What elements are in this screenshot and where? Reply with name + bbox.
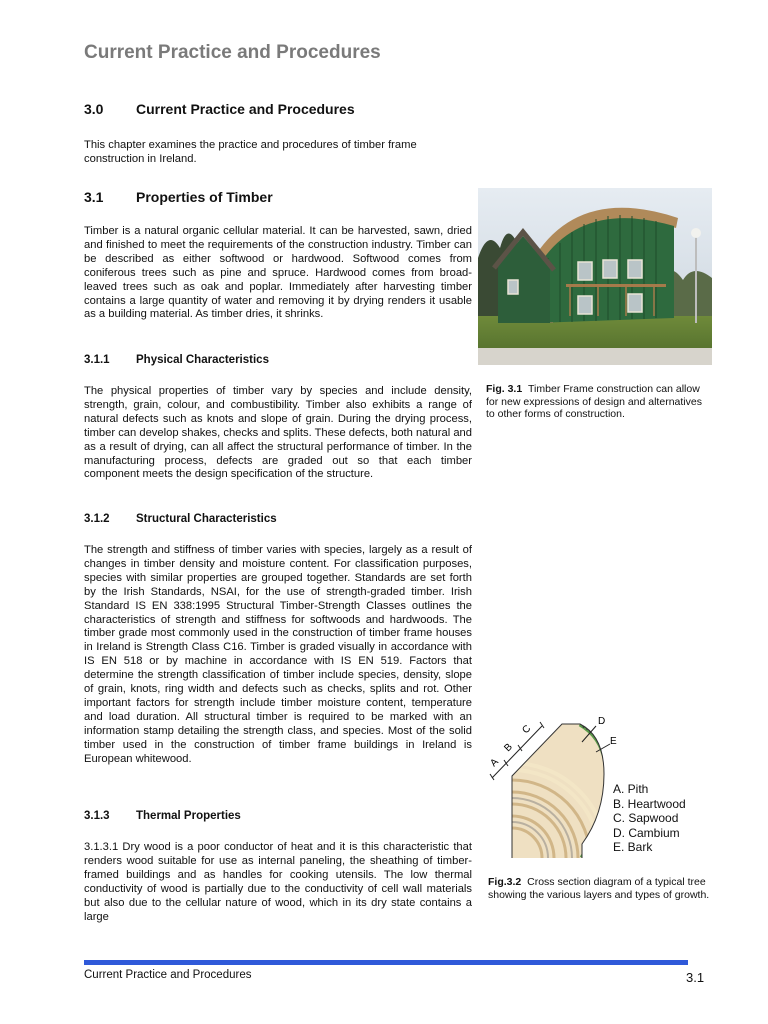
legend-item-pith: A. Pith — [613, 782, 649, 796]
label-b: B — [502, 741, 515, 755]
section-title: Structural Characteristics — [136, 513, 277, 525]
section-3-1-1-heading — [84, 354, 269, 366]
fig-3-1-text: Timber Frame construction can allow for new expressions of design and alternatives to other forms of construction. — [486, 383, 702, 421]
fig-3-2-caption — [488, 876, 710, 901]
section-number: 3.1.1 — [84, 354, 110, 366]
label-e: E — [610, 736, 617, 747]
section-3-0-heading — [84, 101, 355, 117]
section-3-1-heading — [84, 189, 273, 205]
section-title: Thermal Properties — [136, 810, 241, 822]
legend-item-cambium: D. Cambium — [613, 825, 680, 840]
section-3-1-3-body: 3.1.3.1 Dry wood is a poor conductor of heat and it is this characteristic that renders wood suitable for use as internal paneling, the sheathing of timber-framed buildings and as handles for cooking utensils. The low thermal conductivity of wood is partially due to the conductivity of cell wall materials but also due to the cellular nature of wood, which in its dry state contains a large — [84, 841, 472, 923]
fig-3-2-text: Cross section diagram of a typical tree showing the various layers and types of growth. — [488, 876, 710, 901]
label-a: A — [488, 756, 501, 770]
legend-item-heartwood: B. Heartwood — [613, 796, 686, 811]
footer-rule — [84, 960, 688, 965]
fig-3-1-label: Fig. 3.1 — [486, 383, 523, 395]
timber-house-photo — [478, 188, 712, 365]
legend-item-bark: E. Bark — [613, 840, 653, 855]
tree-layer-legend — [613, 782, 686, 855]
section-3-1-2-heading — [84, 513, 277, 525]
section-title: Properties of Timber — [136, 189, 273, 205]
section-number: 3.1.2 — [84, 513, 110, 525]
footer-chapter-title: Current Practice and Procedures — [84, 969, 252, 981]
section-3-1-body: Timber is a natural organic cellular material. It can be harvested, sawn, dried and finished to meet the requirements of the construction industry. Timber can be described as either softwood or hardwood. Softwood comes from coniferous trees such as pine and spruce. Hardwood comes from broad-leaved trees such as oak and poplar. Immediately after harvesting timber contains a large quantity of water and removing it by drying renders it usable as a building material. As timber dries, it shrinks. — [84, 225, 472, 321]
chapter-intro: This chapter examines the practice and procedures of timber frame construction in Ireland. — [84, 139, 417, 165]
section-title: Current Practice and Procedures — [136, 101, 355, 117]
legend-item-sapwood: C. Sapwood — [613, 811, 679, 826]
page-header-title: Current Practice and Procedures — [84, 42, 381, 63]
label-d: D — [598, 716, 606, 727]
section-3-1-2-body: The strength and stiffness of timber varies with species, largely as a result of changes in timber density and moisture content. For classification purposes, species with similar properties are grouped together. Standards are set forth by the Irish Standards, NSAI, for the use of strength-graded timber. Irish Standard IS EN 338:1995 Structural Timber-Strength Classes outlines the characteristics of strength and stiffness for softwoods and hardwoods. The timber grade most commonly used in the construction of timber frame houses in Ireland is Strength Class C16. Timber is graded visually in accordance with IS EN 518 or by machine in accordance with IS EN 519. Factors that determine the strength classification of timber include species, density, slope of grain, knots, ring width and defects such as checks, splits and rot. Other important factors for strength include timber moisture content, temperature and load duration. All structural timber is required to be marked with an information stamp detailing the strength class, and species. Most of the solid timber used in the construction of timber frame buildings in Ireland is European whitewood. — [84, 544, 472, 765]
section-title: Physical Characteristics — [136, 354, 269, 366]
section-3-1-3-heading — [84, 810, 241, 822]
fig-3-1-caption — [486, 383, 708, 421]
timber-house-illustration — [478, 188, 712, 365]
footer-page-number: 3.1 — [686, 970, 705, 985]
tree-cross-section-diagram — [484, 712, 624, 860]
section-3-1-1-body: The physical properties of timber vary by species and include density, strength, grain, colour, and combustibility. Timber also exhibits a range of natural defects such as knots and slope of grain. During the drying process, timber can develop shakes, checks and splits. These defects, both natural and as a result of drying, can all affect the structural performance of timber. In the manufacturing process, defects are graded out so that each timber component meets the design specification of the structure. — [84, 385, 472, 481]
section-number: 3.0 — [84, 101, 104, 117]
section-number: 3.1 — [84, 189, 104, 205]
fig-3-2-label: Fig.3.2 — [488, 876, 522, 888]
label-c: C — [520, 723, 534, 737]
section-number: 3.1.3 — [84, 810, 110, 822]
